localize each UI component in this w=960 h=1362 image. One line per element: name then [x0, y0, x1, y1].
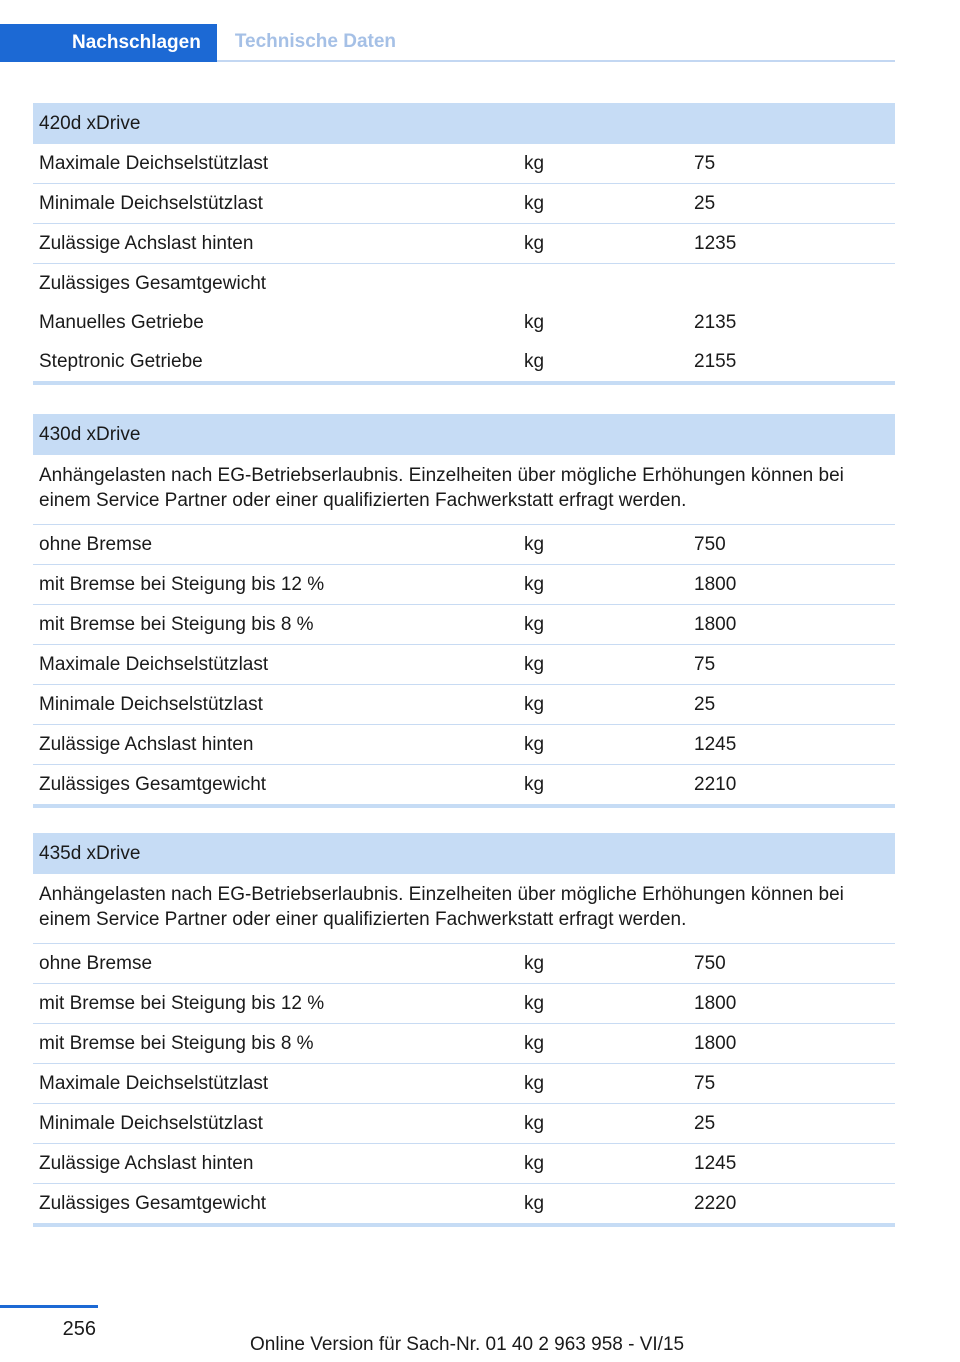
- table-row: [33, 224, 895, 264]
- row-label: Zulässige Achslast hinten: [33, 725, 518, 765]
- row-label: Minimale Deichselstützlast: [33, 184, 518, 224]
- row-unit: kg: [518, 1144, 688, 1184]
- page-number: [0, 1305, 98, 1341]
- row-label: Zulässige Achslast hinten: [33, 1144, 518, 1184]
- row-value: 1800: [688, 565, 895, 605]
- table-row: [33, 184, 895, 224]
- row-label: Minimale Deichselstützlast: [33, 685, 518, 725]
- page-number-text: 256: [62, 1318, 96, 1340]
- spec-table-435d: [33, 833, 895, 1227]
- row-value: 25: [688, 184, 895, 224]
- table-row: [33, 144, 895, 184]
- table-row: [33, 645, 895, 685]
- row-label: mit Bremse bei Steigung bis 8 %: [33, 1024, 518, 1064]
- row-value: 1235: [688, 224, 895, 264]
- row-value: 25: [688, 685, 895, 725]
- row-unit: kg: [518, 944, 688, 984]
- row-value: 75: [688, 1064, 895, 1104]
- row-unit: kg: [518, 984, 688, 1024]
- header-tabs: [0, 24, 895, 62]
- row-unit: kg: [518, 342, 688, 383]
- spec-table-420d: [33, 103, 895, 385]
- row-value: 75: [688, 645, 895, 685]
- row-value: 2135: [694, 311, 737, 333]
- table-row: [33, 765, 895, 807]
- row-label: Maximale Deichselstützlast: [33, 144, 518, 184]
- row-unit: kg: [518, 1104, 688, 1144]
- row-label: Maximale Deichselstützlast: [33, 645, 518, 685]
- table-row: [33, 725, 895, 765]
- table-row: [33, 605, 895, 645]
- row-label: Steptronic Getriebe: [33, 342, 518, 383]
- model-title: 435d xDrive: [33, 833, 895, 874]
- model-title: 430d xDrive: [33, 414, 895, 455]
- row-unit: kg: [518, 765, 688, 807]
- row-unit: kg: [518, 645, 688, 685]
- row-label: Manuelles Getriebe: [39, 311, 204, 333]
- row-value: 1800: [688, 1024, 895, 1064]
- row-value: 2220: [688, 1184, 895, 1226]
- table-row: [33, 984, 895, 1024]
- row-label: Maximale Deichselstützlast: [33, 1064, 518, 1104]
- table-row: [33, 264, 895, 304]
- row-value: 750: [688, 525, 895, 565]
- row-unit: kg: [518, 725, 688, 765]
- row-label: Zulässiges Gesamtgewicht: [39, 272, 267, 294]
- table-row: [33, 565, 895, 605]
- row-value: 75: [688, 144, 895, 184]
- table-row: [33, 1024, 895, 1064]
- table-header-row: [33, 414, 895, 455]
- row-label: ohne Bremse: [33, 525, 518, 565]
- table-note-row: [33, 874, 895, 944]
- row-unit: kg: [518, 685, 688, 725]
- row-unit: kg: [518, 1024, 688, 1064]
- row-label: ohne Bremse: [33, 944, 518, 984]
- row-value: 1800: [688, 984, 895, 1024]
- table-row: [33, 944, 895, 984]
- table-row: [33, 685, 895, 725]
- row-value: 25: [688, 1104, 895, 1144]
- row-value: 1800: [688, 605, 895, 645]
- row-label: mit Bremse bei Steigung bis 12 %: [33, 565, 518, 605]
- row-label: mit Bremse bei Steigung bis 8 %: [33, 605, 518, 645]
- row-label: Zulässige Achslast hinten: [33, 224, 518, 264]
- row-unit: kg: [518, 1184, 688, 1226]
- row-unit: kg: [524, 311, 545, 333]
- table-row: [33, 525, 895, 565]
- row-unit: kg: [518, 605, 688, 645]
- row-unit: kg: [518, 144, 688, 184]
- row-unit: [518, 264, 688, 304]
- row-value: 1245: [688, 725, 895, 765]
- row-label: Zulässiges Gesamtgewicht: [33, 765, 518, 807]
- tab-technische-daten[interactable]: Technische Daten: [217, 24, 895, 62]
- row-value: 2210: [688, 765, 895, 807]
- row-unit: kg: [518, 224, 688, 264]
- table-note-row: [33, 455, 895, 525]
- row-label: mit Bremse bei Steigung bis 12 %: [33, 984, 518, 1024]
- row-unit: kg: [518, 565, 688, 605]
- spec-table-430d: [33, 414, 895, 808]
- table-header-row: [33, 833, 895, 874]
- online-version-footer: Online Version für Sach-Nr. 01 40 2 963 958 - VI/15: [250, 1334, 685, 1355]
- table-row: [33, 1144, 895, 1184]
- table-header-row: [33, 103, 895, 144]
- table-row: [33, 1184, 895, 1226]
- row-unit: kg: [518, 184, 688, 224]
- row-unit: kg: [518, 525, 688, 565]
- trailer-load-note: Anhängelasten nach EG-Betriebserlaubnis. Einzelheiten über mögliche Erhöhungen können bei einem Service Partner oder einer qualifizierten Fachwerkstatt erfragt werden.: [33, 874, 895, 944]
- row-value: 1245: [688, 1144, 895, 1184]
- table-row: [33, 1064, 895, 1104]
- table-row: [33, 1104, 895, 1144]
- model-title: 420d xDrive: [33, 103, 895, 144]
- row-value: 750: [688, 944, 895, 984]
- table-row: [33, 303, 895, 342]
- row-value: [688, 264, 895, 304]
- table-row: [33, 342, 895, 383]
- row-value: 2155: [688, 342, 895, 383]
- row-unit: kg: [518, 1064, 688, 1104]
- row-label: Zulässiges Gesamtgewicht: [33, 1184, 518, 1226]
- trailer-load-note: Anhängelasten nach EG-Betriebserlaubnis. Einzelheiten über mögliche Erhöhungen können bei einem Service Partner oder einer qualifizierten Fachwerkstatt erfragt werden.: [33, 455, 895, 525]
- tab-nachschlagen[interactable]: Nachschlagen: [0, 24, 217, 62]
- row-label: Minimale Deichselstützlast: [33, 1104, 518, 1144]
